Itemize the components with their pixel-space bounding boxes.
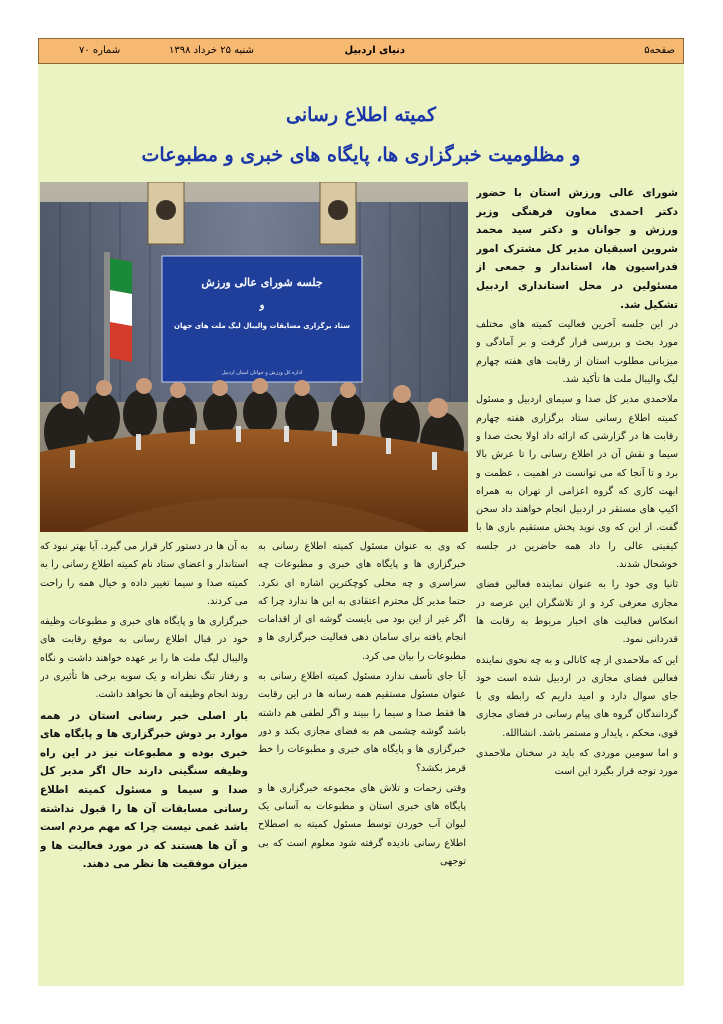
headline-line-1: کمیته اطلاع رسانی (286, 104, 436, 126)
banner-line-3: ستاد برگزاری مسابقات والیبال لیگ ملت های جهان (174, 322, 350, 330)
paragraph: ثانیا وی خود را به عنوان نماینده فعالین فضای مجازی معرفی کرد و از تلاشگران این عرصه در انعکاس فعالیت های اخبار مربوط به رقابت ها قدردانی نمود. (476, 579, 678, 646)
page-number: صفحه۵ (644, 45, 675, 56)
article-column-middle (258, 538, 466, 980)
paragraph: که وی به عنوان مسئول کمیته اطلاع رسانی به خبرگزاری ها و پایگاه های خبری و مطبوعات چه سراسری و چه محلی کوچکترین اشاره ای نکرد. حتما مدیر کل محترم اعتقادی به این ها ندارد چرا که اگر غیر از این بود می بایست گوشه ای از اقدامات انجام یافته برای سامان دهی فعالیت خبرگزاری ها و مطبوعات را بیان می کرد. (258, 541, 466, 662)
banner-line-1: جلسه شورای عالی ورزش (201, 276, 323, 289)
paragraph: وقتی زحمات و تلاش های مجموعه خبرگزاری ها و پایگاه های خبری استان و مطبوعات به آسانی یک لیوان آب خوردن توسط مسئول کمیته به اصطلاح اطلاع رسانی نادیده گرفته شود معلوم است که بی توجهی (258, 782, 466, 868)
newspaper-page (38, 38, 684, 986)
issue-date: شنبه ۲۵ خرداد ۱۳۹۸ (169, 45, 254, 56)
paragraph: ملاحمدی مدیر کل صدا و سیمای اردبیل و مسئول کمیته اطلاع رسانی ستاد برگزاری هفته چهارم رقابت ها در گزارشی که ارائه داد اولا بحث صدا و سیما و نقش آن در اطلاع رسانی را تا عرش بالا برد و تا آنجا که می توانست در اهمیت ، عظمت و ابهت کاری که گروه اعزامی از تهران به همراه اکیپ های مستقر در اردبیل انجام خواهند داد سخن گفت. از این که وی نوید پخش مستقیم بازی ها با کیفیتی عالی را داد همه حاضرین در جلسه خوشحال شدند. (476, 394, 678, 571)
publication-name: دنیای اردبیل (344, 45, 405, 56)
issue-number: شماره ۷۰ (79, 45, 121, 56)
paragraph: خبرگزاری ها و پایگاه های خبری و مطبوعات وظیفه خود در قبال اطلاع رسانی به موقع رقابت های والیبال لیگ ملت ها را بر عهده خواهند داشت و نگاه و رفتار تنگ نظرانه و یک سویه برخی ها تأثیری در روند انجام وظیفه آن ها نخواهد داشت. (40, 616, 248, 701)
article-column-right (476, 184, 678, 980)
paragraph: بار اصلی خبر رسانی استان در همه موارد بر دوش خبرگزاری ها و پایگاه های خبری بوده و مطبوعات نیز در این راه وظیفه سنگینی دارند حال اگر مدیر کل صدا و سیما و مسئول کمیته اطلاع رسانی مسابقات آن ها را قبول نداشته باشد غمی نیست چرا که مهم مردم است و آن ها هستند که در مورد فعالیت ها و میزان موفقیت ها نظر می دهند. (40, 709, 248, 871)
paragraph: شورای عالی ورزش استان با حضور دکتر احمدی معاون فرهنگی وزیر ورزش و جوانان و دکتر سید محمد شروین اسبقیان مدیر کل مشترک امور فدراسیون ها، استاندار و جمعی از مسئولین در محل استانداری اردبیل تشکیل شد. (476, 187, 678, 311)
page-header (38, 38, 684, 64)
paragraph: در این جلسه آخرین فعالیت کمیته های مختلف مورد بحث و بررسی قرار گرفت و بر آمادگی و میزبانی مطلوب استان از رقابت های هفته چهارم لیگ والیبال ملت ها تأکید شد. (476, 319, 678, 386)
meeting-photo (40, 182, 468, 532)
paragraph: به آن ها در دستور کار قرار می گیرد. آیا بهتر نبود که استاندار و اعضای ستاد نام کمیته اطلاع رسانی را به کمیته صدا و سیما تغییر داده و خیال همه را راحت می کردند. (40, 541, 248, 607)
banner-line-2: و (259, 300, 265, 311)
paragraph: آیا جای تأسف ندارد مسئول کمیته اطلاع رسانی به عنوان مسئول مستقیم همه رسانه ها در این رقابت ها فقط صدا و سیما را ببیند و اگر لطفی هم داشته باشد گوشه چشمی هم به فضای مجازی بکند و دور خبرگزاری ها و پایگاه های خبری و مطبوعات را خط قرمز بکشد؟ (258, 671, 466, 774)
headline-line-2: و مظلومیت خبرگزاری ها، پایگاه های خبری و مطبوعات (141, 144, 581, 166)
paragraph: این که ملاحمدی از چه کانالی و به چه نحوی نماینده فعالین فضای مجازی در اردبیل شده است خود جای سوال دارد و امید داریم که رابطه وی با گردانندگان گروه های پیام رسانی در فضای مجازی قوی، محکم ، پایدار و مستمر باشد. انشاالله. (476, 654, 678, 739)
banner-line-4: اداره کل ورزش و جوانان استان اردبیل (221, 370, 303, 376)
paragraph: و اما سومین موردی که باید در سخنان ملاحمدی مورد توجه قرار بگیرد این است (476, 747, 678, 778)
article-column-left (40, 538, 248, 980)
